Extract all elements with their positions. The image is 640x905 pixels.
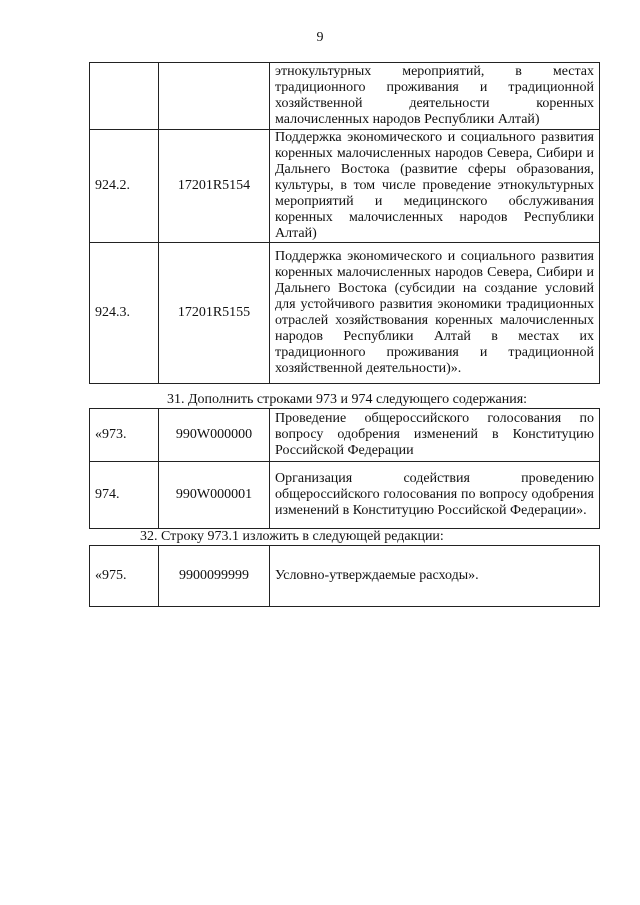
row-code-cell: 17201R5155 [159,243,270,384]
budget-table-additions [89,408,600,529]
amendment-paragraph-31: 31. Дополнить строками 973 и 974 следующего содержания: [167,392,528,407]
row-description-cell: Поддержка экономического и социального развития коренных малочисленных народов Севера, Сибири и Дальнего Востока (субсидии на создание условий для устойчивого развития экономики традиционных отраслей хозяйствования коренных малочисленных народов Республики Алтай в местах их традиционного проживания и традиционной хозяйственной деятельности)». [270,243,600,384]
budget-table-continuation [89,62,600,384]
row-number-cell: «975. [90,546,159,607]
table-row [90,130,600,243]
row-description-cell: этнокультурных мероприятий, в местах традиционного проживания и традиционной хозяйственной деятельности коренных малочисленных народов Республики Алтай) [270,63,600,130]
row-description-cell: Поддержка экономического и социального развития коренных малочисленных народов Севера, Сибири и Дальнего Востока (развитие сферы образования, культуры, в том числе проведение этнокультурных мероприятий и медицинского обслуживания коренных малочисленных народов Республики Алтай) [270,130,600,243]
row-code-cell: 990W000000 [159,409,270,462]
row-description-cell: Проведение общероссийского голосования по вопросу одобрения изменений в Конституцию Российской Федерации [270,409,600,462]
table-row [90,243,600,384]
row-code-cell: 17201R5154 [159,130,270,243]
budget-table-replacement [89,545,600,607]
row-number-cell [90,63,159,130]
page-number: 9 [316,30,324,45]
row-number-cell: 924.3. [90,243,159,384]
amendment-paragraph-32: 32. Строку 973.1 изложить в следующей редакции: [140,529,444,544]
row-description-cell: Условно-утверждаемые расходы». [270,546,600,607]
row-code-cell: 9900099999 [159,546,270,607]
row-code-cell: 990W000001 [159,462,270,529]
table-row [90,409,600,462]
row-code-cell [159,63,270,130]
table-row [90,462,600,529]
row-number-cell: «973. [90,409,159,462]
table-row [90,63,600,130]
row-number-cell: 924.2. [90,130,159,243]
row-description-cell: Организация содействия проведению общероссийского голосования по вопросу одобрения изменений в Конституцию Российской Федерации». [270,462,600,529]
row-number-cell: 974. [90,462,159,529]
table-row [90,546,600,607]
